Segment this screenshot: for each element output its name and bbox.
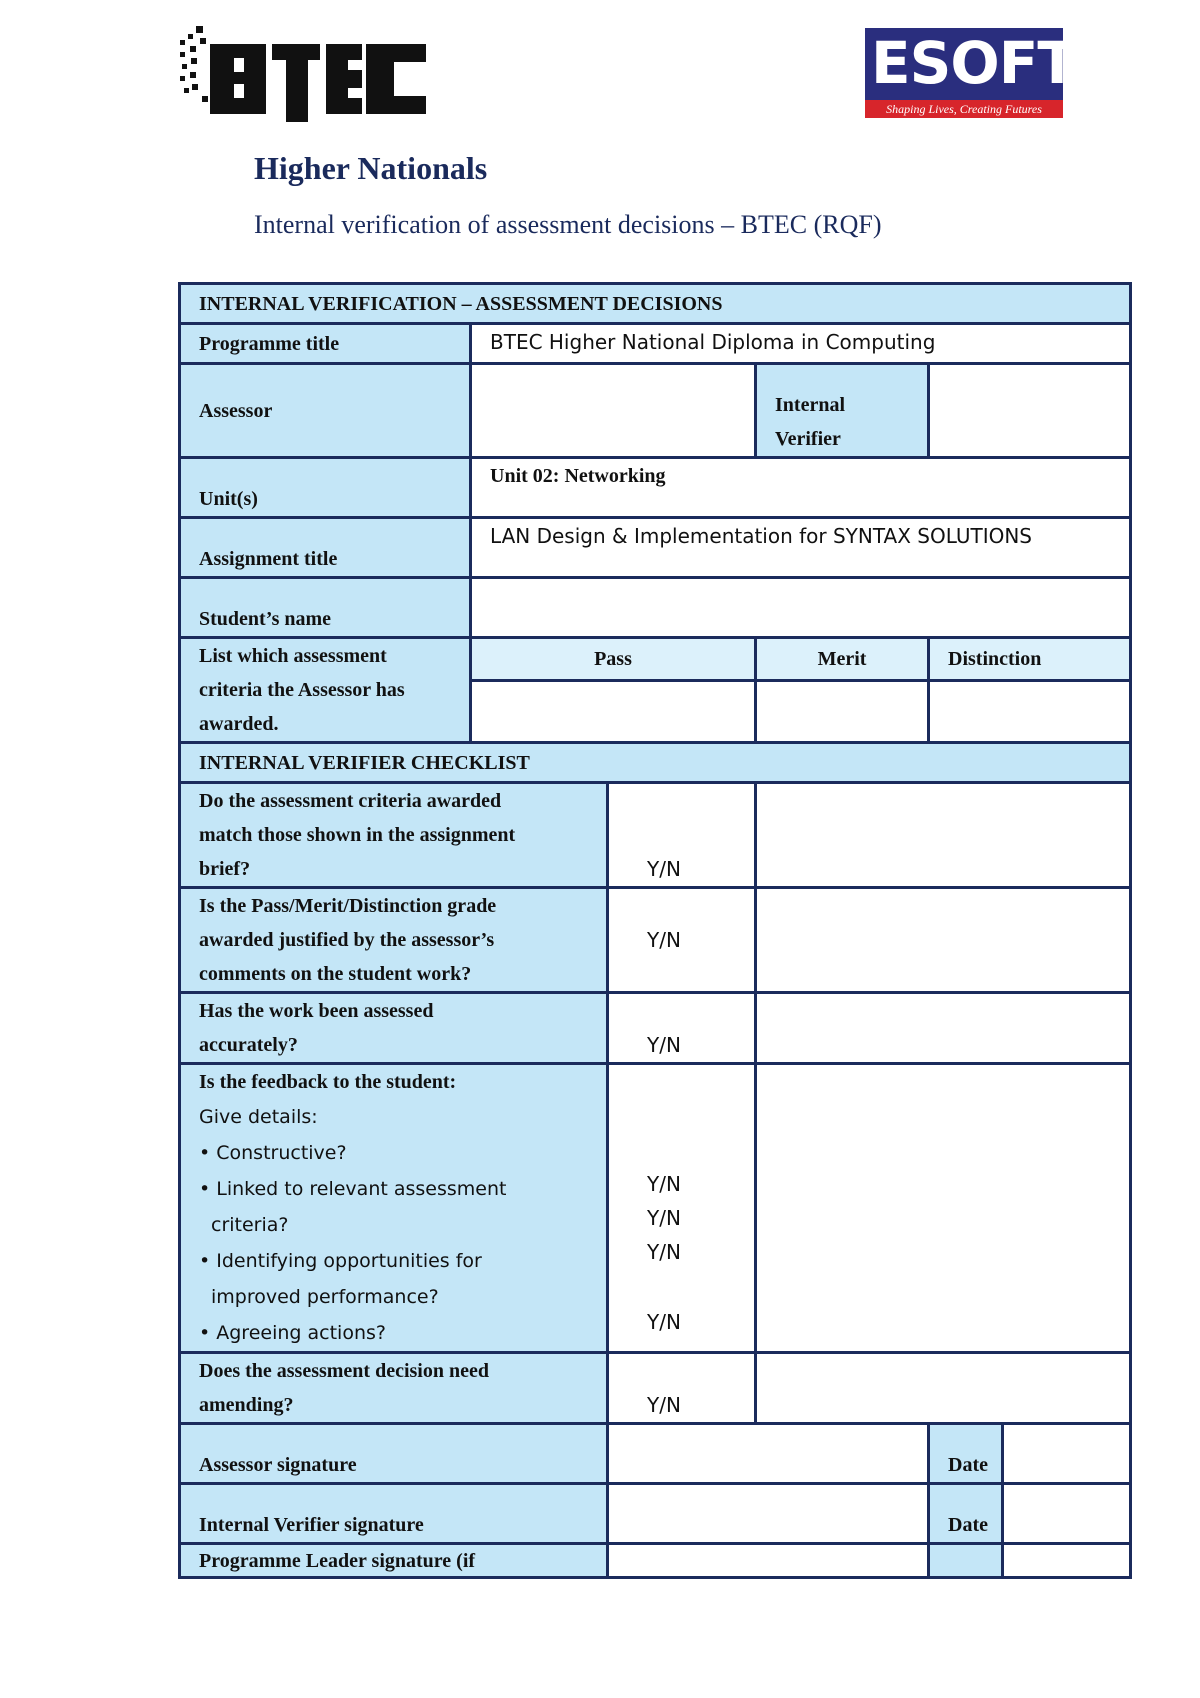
programme-title-label: Programme title [180, 324, 471, 364]
section-header-checklist: INTERNAL VERIFIER CHECKLIST [180, 743, 1131, 783]
verifier-date-field[interactable] [1003, 1484, 1131, 1544]
pass-criteria-field[interactable] [471, 681, 756, 743]
unit-label: Unit(s) [180, 458, 471, 518]
section-header-assessment: INTERNAL VERIFICATION – ASSESSMENT DECISIONS [180, 284, 1131, 324]
q2-yn[interactable]: Y/N [608, 888, 756, 993]
q4-comments[interactable] [756, 1064, 1131, 1353]
q2-comments[interactable] [756, 888, 1131, 993]
verification-form [178, 282, 1132, 1579]
btec-logo-graphic [180, 26, 430, 122]
q4-give-details: Give details: [199, 1106, 318, 1128]
q1-line1: Do the assessment criteria awarded [199, 790, 502, 812]
internal-verifier-label [756, 364, 929, 458]
internal-verifier-field[interactable] [929, 364, 1131, 458]
leader-signature-field[interactable] [608, 1544, 929, 1578]
assessor-label: Assessor [180, 364, 471, 458]
q2-line1: Is the Pass/Merit/Distinction grade [199, 895, 497, 917]
q1-line2: match those shown in the assignment [199, 824, 516, 846]
verifier-signature-field[interactable] [608, 1484, 929, 1544]
leader-signature-label: Programme Leader signature (if [180, 1544, 608, 1578]
q3-comments[interactable] [756, 993, 1131, 1064]
merit-criteria-field[interactable] [756, 681, 929, 743]
esoft-tagline: Shaping Lives, Creating Futures [865, 100, 1063, 118]
btec-logo [180, 26, 430, 122]
q4-item-linked-cont: criteria? [211, 1214, 289, 1236]
assessor-date-label: Date [929, 1424, 1003, 1484]
q5-line1: Does the assessment decision need [199, 1360, 489, 1382]
assessor-date-field[interactable] [1003, 1424, 1131, 1484]
q4-item-agreeing: • Agreeing actions? [199, 1322, 386, 1344]
criteria-label-line2: criteria the Assessor has [199, 679, 405, 701]
checklist-q4 [180, 1064, 608, 1353]
criteria-label-line1: List which assessment [199, 645, 387, 667]
q3-line2: accurately? [199, 1034, 298, 1056]
q1-comments[interactable] [756, 783, 1131, 888]
q4-yn-group [608, 1064, 756, 1353]
q4-yn-agreeing[interactable]: Y/N [647, 1310, 681, 1334]
checklist-q2 [180, 888, 608, 993]
criteria-awarded-label [180, 638, 471, 743]
q5-yn[interactable]: Y/N [608, 1353, 756, 1424]
assessor-signature-label: Assessor signature [180, 1424, 608, 1484]
q5-line2: amending? [199, 1394, 294, 1416]
assessor-signature-field[interactable] [608, 1424, 929, 1484]
q4-item-constructive: • Constructive? [199, 1142, 347, 1164]
distinction-header: Distinction [929, 638, 1131, 681]
student-name-label: Student’s name [180, 578, 471, 638]
esoft-logo [865, 28, 1076, 118]
verifier-signature-label: Internal Verifier signature [180, 1484, 608, 1544]
assignment-title-label: Assignment title [180, 518, 471, 578]
q1-line3: brief? [199, 858, 251, 880]
q2-line2: awarded justified by the assessor’s [199, 929, 495, 951]
q3-line1: Has the work been assessed [199, 1000, 434, 1022]
esoft-logo-text: ESOFT [871, 29, 1076, 97]
q2-line3: comments on the student work? [199, 963, 472, 985]
internal-verifier-label-line1: Internal [775, 394, 845, 416]
student-name-field[interactable] [471, 578, 1131, 638]
criteria-label-line3: awarded. [199, 713, 279, 735]
checklist-q3 [180, 993, 608, 1064]
q1-yn[interactable]: Y/N [608, 783, 756, 888]
unit-field[interactable]: Unit 02: Networking [471, 458, 1131, 518]
page-subtitle: Internal verification of assessment decisions – BTEC (RQF) [254, 210, 882, 239]
q4-yn-opportunities[interactable]: Y/N [647, 1240, 681, 1264]
page-title: Higher Nationals [254, 150, 488, 186]
leader-date-label [929, 1544, 1003, 1578]
checklist-q1 [180, 783, 608, 888]
q4-item-opportunities-cont: improved performance? [211, 1286, 439, 1308]
assessor-field[interactable] [471, 364, 756, 458]
assignment-title-field[interactable]: LAN Design & Implementation for SYNTAX SOLUTIONS [471, 518, 1131, 578]
q5-comments[interactable] [756, 1353, 1131, 1424]
pass-header: Pass [471, 638, 756, 681]
q4-title: Is the feedback to the student: [199, 1071, 457, 1093]
merit-header: Merit [756, 638, 929, 681]
q4-yn-linked[interactable]: Y/N [647, 1206, 681, 1230]
q4-item-opportunities: • Identifying opportunities for [199, 1250, 482, 1272]
q4-item-linked: • Linked to relevant assessment [199, 1178, 507, 1200]
checklist-q5 [180, 1353, 608, 1424]
leader-date-field[interactable] [1003, 1544, 1131, 1578]
internal-verifier-label-line2: Verifier [775, 428, 841, 450]
distinction-criteria-field[interactable] [929, 681, 1131, 743]
esoft-logo-box [865, 28, 1076, 100]
programme-title-field[interactable]: BTEC Higher National Diploma in Computing [471, 324, 1131, 364]
verifier-date-label: Date [929, 1484, 1003, 1544]
q4-yn-constructive[interactable]: Y/N [647, 1172, 681, 1196]
q3-yn[interactable]: Y/N [608, 993, 756, 1064]
